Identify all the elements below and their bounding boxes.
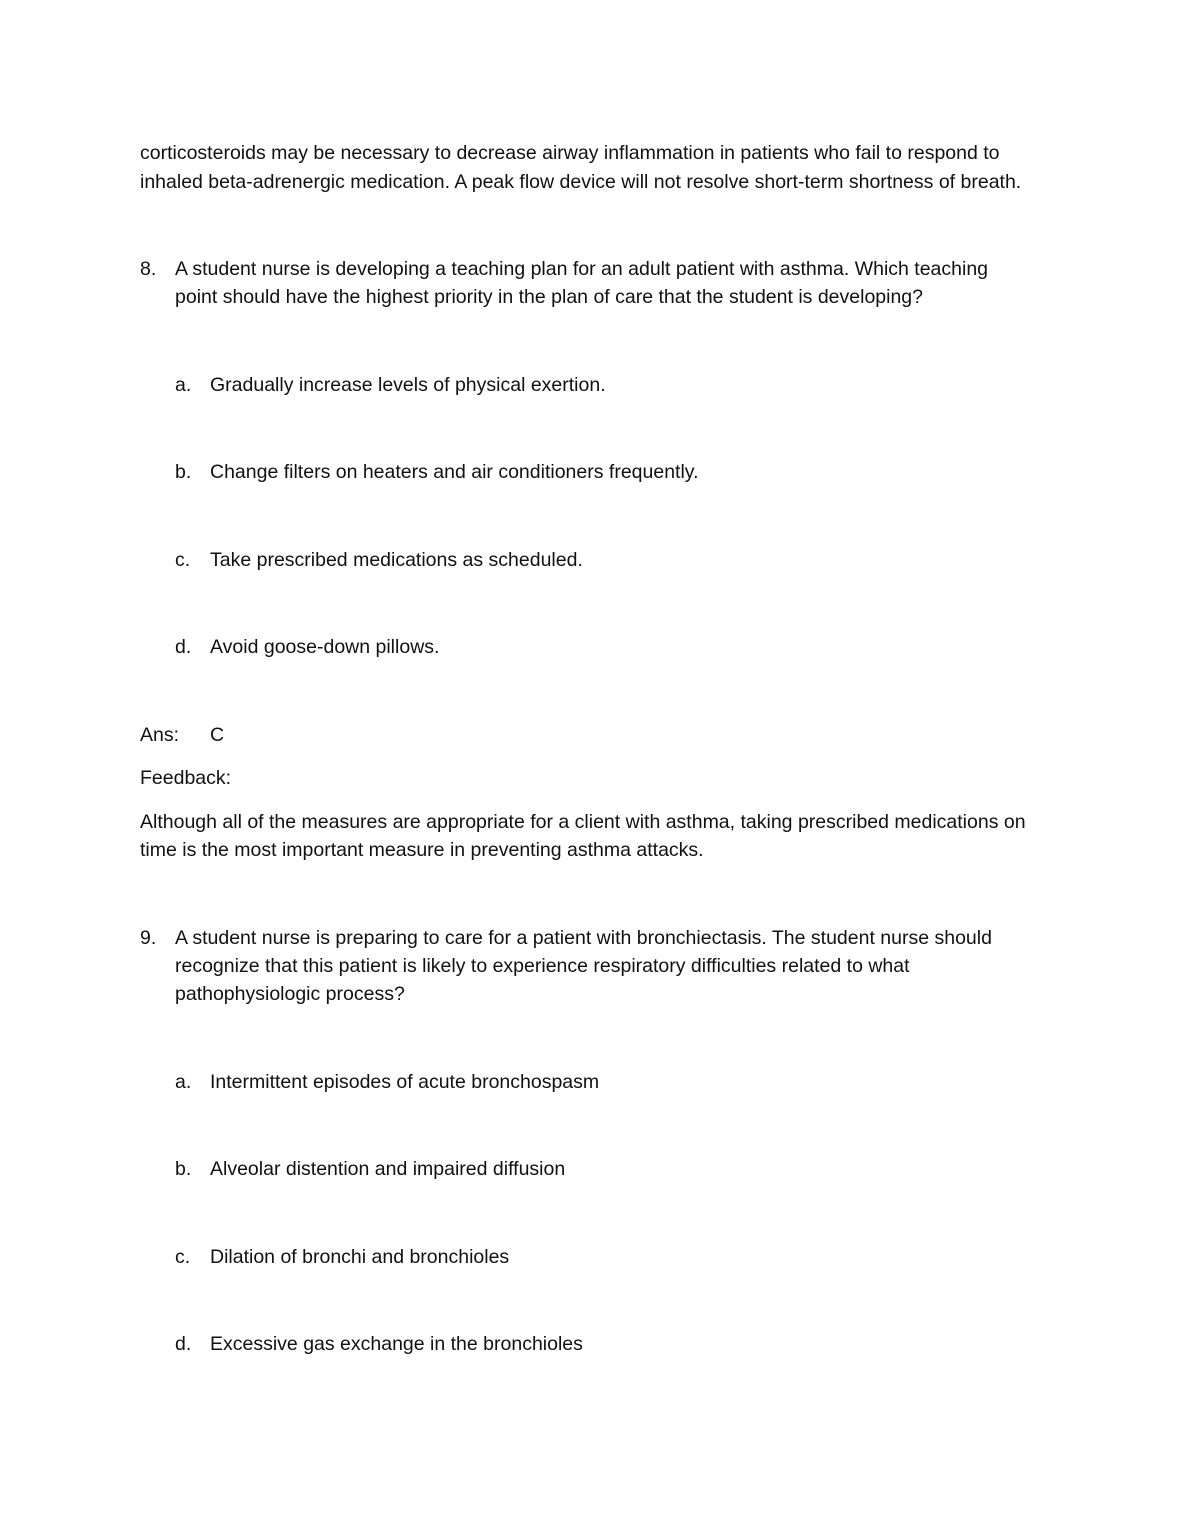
feedback-label: Feedback: [140,767,232,789]
question-9-stem-line-3: pathophysiologic process? [175,983,405,1005]
q8-option-a-text: Gradually increase levels of physical exertion. [210,374,606,396]
q8-option-b-letter: b. [175,461,192,483]
question-8-stem-line-2: point should have the highest priority in the plan of care that the student is developing? [175,286,923,308]
q9-option-b-letter: b. [175,1158,192,1180]
feedback-line-2: time is the most important measure in preventing asthma attacks. [140,839,704,861]
feedback-line-1: Although all of the measures are appropriate for a client with asthma, taking prescribed medications on [140,811,1026,833]
q8-option-d-text: Avoid goose-down pillows. [210,636,440,658]
question-8-number: 8. [140,258,157,280]
q9-option-a-letter: a. [175,1071,192,1093]
q9-option-d-text: Excessive gas exchange in the bronchioles [210,1333,583,1355]
q9-option-d-letter: d. [175,1333,192,1355]
question-8-stem-line-1: A student nurse is developing a teaching plan for an adult patient with asthma. Which teaching [175,258,989,280]
q8-option-c-letter: c. [175,549,191,571]
intro-line-2: inhaled beta-adrenergic medication. A peak flow device will not resolve short-term shortness of breath. [140,171,1022,193]
intro-line-1: corticosteroids may be necessary to decrease airway inflammation in patients who fail to respond to [140,142,1000,164]
question-9-stem-line-2: recognize that this patient is likely to experience respiratory difficulties related to what [175,955,910,977]
q8-option-a-letter: a. [175,374,192,396]
answer-label: Ans: [140,724,180,746]
q9-option-c-letter: c. [175,1246,191,1268]
q9-option-c-text: Dilation of bronchi and bronchioles [210,1246,510,1268]
answer-value: C [210,724,225,746]
q9-option-b-text: Alveolar distention and impaired diffusion [210,1158,566,1180]
question-9-number: 9. [140,927,157,949]
q8-option-b-text: Change filters on heaters and air conditioners frequently. [210,461,699,483]
q9-option-a-text: Intermittent episodes of acute bronchospasm [210,1071,600,1093]
q8-option-c-text: Take prescribed medications as scheduled. [210,549,583,571]
question-9-stem-line-1: A student nurse is preparing to care for a patient with bronchiectasis. The student nurse should [175,927,992,949]
q8-option-d-letter: d. [175,636,192,658]
